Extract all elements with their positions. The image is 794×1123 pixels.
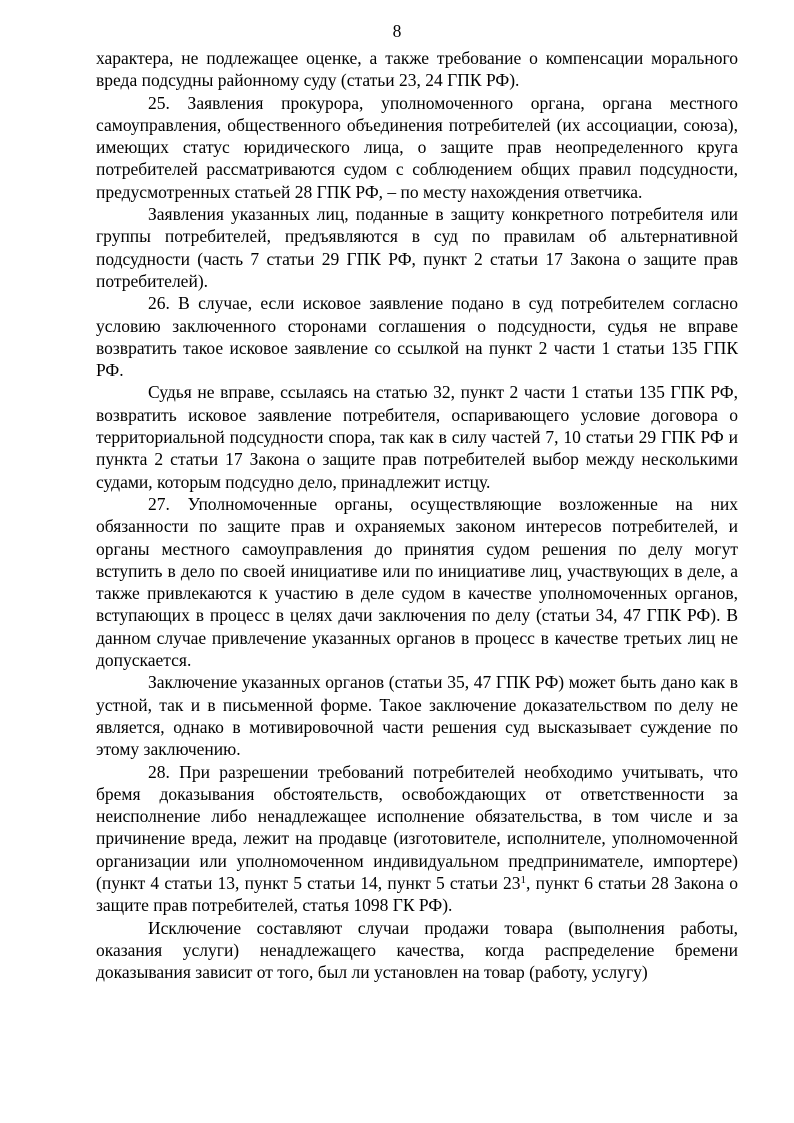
paragraph-item-28-text-after-superscript: , пункт 6 статьи 28 Закона о защите прав потребителей, статья 1098 ГК РФ).	[96, 872, 738, 916]
document-body	[96, 47, 738, 983]
paragraph-item-27: 27. Уполномоченные органы, осуществляющие возложенные на них обязанности по защите прав и охраняемых законом интересов потребителей, и органы местного самоуправления до принятия судом решения по делу могут вступить в дело по своей инициативе или по инициативе лиц, участвующих в деле, а также привлекаются к участию в деле судом в качестве уполномоченных органов, вступающих в процесс в целях дачи заключения по делу (статьи 34, 47 ГПК РФ). В данном случае привлечение указанных органов в процесс в качестве третьих лиц не допускается.	[96, 493, 738, 671]
paragraph-item-25: 25. Заявления прокурора, уполномоченного органа, органа местного самоуправления, общественного объединения потребителей (их ассоциации, союза), имеющих статус юридического лица, о защите прав неопределенного круга потребителей рассматриваются судом с соблюдением общих правил подсудности, предусмотренных статьей 28 ГПК РФ, – по месту нахождения ответчика.	[96, 92, 738, 202]
article-superscript: 1	[520, 873, 527, 886]
paragraph-item-28	[96, 761, 738, 917]
paragraph-continuation: характера, не подлежащее оценке, а также требование о компенсации морального вреда подсудны районному суду (статьи 23, 24 ГПК РФ).	[96, 48, 738, 91]
paragraph-item-27-second: Заключение указанных органов (статьи 35, 47 ГПК РФ) может быть дано как в устной, так и в письменной форме. Такое заключение доказательством по делу не является, однако в мотивировочной части решения суд высказывает суждение по этому заключению.	[96, 672, 738, 760]
paragraph-item-28-second: Исключение составляют случаи продажи товара (выполнения работы, оказания услуги) ненадлежащего качества, когда распределение бремени доказывания зависит от того, был ли установлен на товар (работу, услугу)	[96, 917, 738, 983]
paragraph-item-26: 26. В случае, если исковое заявление подано в суд потребителем согласно условию заключенного сторонами соглашения о подсудности, судья не вправе возвратить такое исковое заявление со ссылкой на пункт 2 части 1 статьи 135 ГПК РФ.	[96, 293, 738, 381]
paragraph-item-28-text-before-superscript: 28. При разрешении требований потребителей необходимо учитывать, что бремя доказывания обстоятельств, освобождающих от ответственности за неисполнение либо ненадлежащее исполнение обязательства, в том числе и за причинение вреда, лежит на продавце (изготовителе, исполнителе, уполномоченной организации или уполномоченном индивидуальном предпринимателе, импортере) (пункт 4 статьи 13, пункт 5 статьи 14, пункт 5 статьи 23	[96, 761, 738, 893]
paragraph-item-26-second: Судья не вправе, ссылаясь на статью 32, пункт 2 части 1 статьи 135 ГПК РФ, возвратить исковое заявление потребителя, оспаривающего условие договора о территориальной подсудности спора, так как в силу частей 7, 10 статьи 29 ГПК РФ и пункта 2 статьи 17 Закона о защите прав потребителей выбор между несколькими судами, которым подсудно дело, принадлежит истцу.	[96, 382, 738, 492]
page-number: 8	[392, 21, 402, 41]
paragraph-item-25-second: Заявления указанных лиц, поданные в защиту конкретного потребителя или группы потребителей, предъявляются в суд по правилам об альтернативной подсудности (часть 7 статьи 29 ГПК РФ, пункт 2 статьи 17 Закона о защите прав потребителей).	[96, 204, 738, 291]
